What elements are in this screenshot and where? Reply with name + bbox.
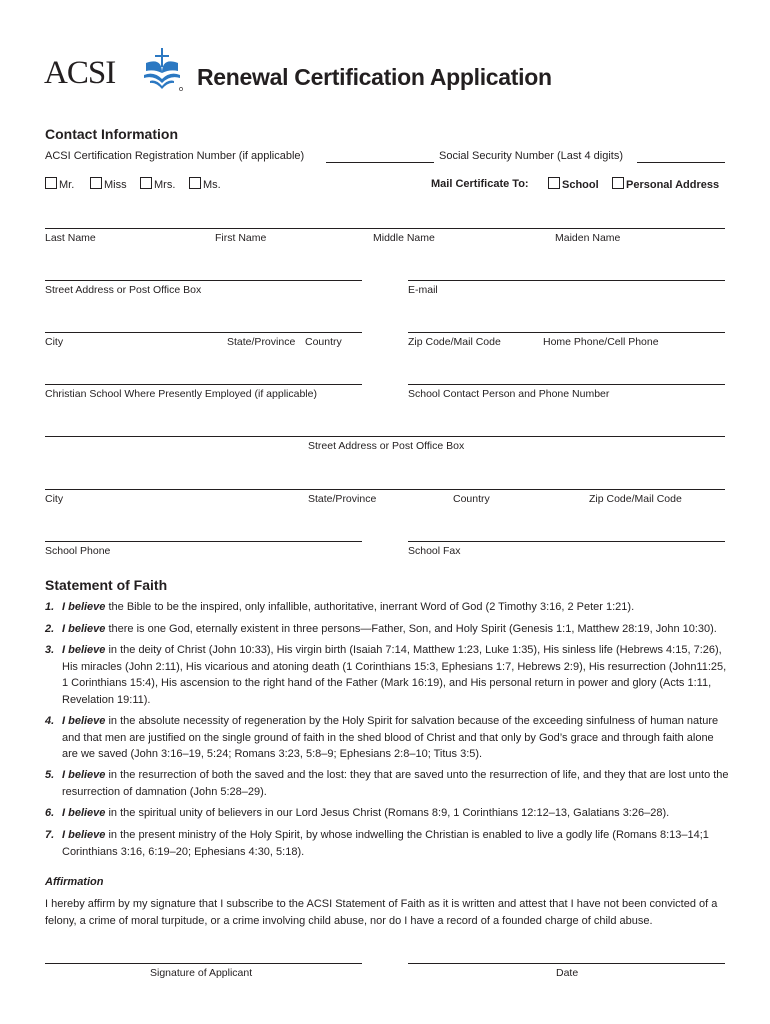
school-phone-input[interactable] bbox=[45, 541, 362, 542]
school-employed-input[interactable] bbox=[45, 384, 362, 385]
mail-certificate-label: Mail Certificate To: bbox=[431, 178, 529, 190]
faith-item: 4. I believe in the absolute necessity of regeneration by the Holy Spirit for salvation because of the exceeding sinfulness of human nature and that men are justified on the single ground of faith in the shed blood of Christ and that only by God’s grace and through faith alone are we saved (John 3:16–19, 5:24; Romans 3:23, 5:8–9; Ephesians 2:8–10; Titus 3:5). bbox=[45, 715, 719, 760]
street-label: Street Address or Post Office Box bbox=[45, 284, 202, 296]
state-label: State/Province bbox=[227, 336, 296, 348]
city-label: City bbox=[45, 336, 64, 348]
home-phone-label: Home Phone/Cell Phone bbox=[543, 336, 659, 348]
school-zip-label: Zip Code/Mail Code bbox=[589, 493, 682, 505]
school-employed-label: Christian School Where Presently Employed (if applicable) bbox=[45, 388, 317, 400]
signature-input[interactable] bbox=[45, 963, 362, 964]
faith-item: 2. I believe there is one God, eternally existent in three persons—Father, Son, and Holy Spirit (Genesis 1:1, Matthew 28:19, John 10:30). bbox=[45, 623, 717, 635]
contact-heading: Contact Information bbox=[45, 126, 178, 142]
checkbox-icon[interactable] bbox=[548, 177, 560, 189]
school-street-label: Street Address or Post Office Box bbox=[308, 440, 465, 452]
zip-phone-input[interactable] bbox=[408, 332, 725, 333]
faith-item: 5. I believe in the resurrection of both the saved and the lost: they that are saved unto the resurrection of life, and they that are lost unto the resurrection of damnation (John 5:28–29). bbox=[45, 769, 729, 798]
school-phone-label: School Phone bbox=[45, 545, 111, 557]
checkbox-icon[interactable] bbox=[90, 177, 102, 189]
school-state-label: State/Province bbox=[308, 493, 377, 505]
faith-item: 6. I believe in the spiritual unity of believers in our Lord Jesus Christ (Romans 8:9, 1 Corinthians 12:12–13, Galatians 3:26–28). bbox=[45, 807, 670, 819]
school-city-input[interactable] bbox=[45, 489, 725, 490]
reg-number-input[interactable] bbox=[326, 162, 434, 163]
mail-option-school[interactable]: School bbox=[548, 177, 599, 191]
salutation-mrs[interactable]: Mrs. bbox=[140, 177, 175, 191]
faith-item: 7. I believe in the present ministry of the Holy Spirit, by whose indwelling the Christian is enabled to live a godly life (Romans 8:13–14;1 Corinthians 3:16, 6:19–20; Ephesians 4:30, 5:18). bbox=[45, 829, 709, 858]
acsi-logo-text: ACSI bbox=[44, 55, 116, 91]
affirmation-heading: Affirmation bbox=[45, 876, 104, 888]
street-input[interactable] bbox=[45, 280, 362, 281]
email-label: E-mail bbox=[408, 284, 438, 296]
city-input[interactable] bbox=[45, 332, 362, 333]
date-input[interactable] bbox=[408, 963, 725, 964]
last-name-label: Last Name bbox=[45, 232, 96, 244]
middle-name-label: Middle Name bbox=[373, 232, 435, 244]
school-contact-label: School Contact Person and Phone Number bbox=[408, 388, 610, 400]
checkbox-icon[interactable] bbox=[45, 177, 57, 189]
acsi-logo-icon bbox=[142, 45, 184, 95]
checkbox-icon[interactable] bbox=[140, 177, 152, 189]
page-title: Renewal Certification Application bbox=[197, 64, 552, 90]
ssn-input[interactable] bbox=[637, 162, 725, 163]
school-street-input[interactable] bbox=[45, 436, 725, 437]
email-input[interactable] bbox=[408, 280, 725, 281]
checkbox-icon[interactable] bbox=[612, 177, 624, 189]
name-input-line[interactable] bbox=[45, 228, 725, 229]
school-fax-input[interactable] bbox=[408, 541, 725, 542]
school-fax-label: School Fax bbox=[408, 545, 461, 557]
school-city-label: City bbox=[45, 493, 64, 505]
salutation-mr[interactable]: Mr. bbox=[45, 177, 74, 191]
signature-label: Signature of Applicant bbox=[150, 967, 253, 979]
faith-heading: Statement of Faith bbox=[45, 577, 168, 593]
reg-number-label: ACSI Certification Registration Number (if applicable) bbox=[45, 150, 305, 162]
zip-label: Zip Code/Mail Code bbox=[408, 336, 501, 348]
maiden-name-label: Maiden Name bbox=[555, 232, 621, 244]
salutation-miss[interactable]: Miss bbox=[90, 177, 127, 191]
faith-item: 1. I believe the Bible to be the inspired, only infallible, authoritative, inerrant Word of God (2 Timothy 3:16, 2 Peter 1:21). bbox=[45, 601, 635, 613]
date-label: Date bbox=[556, 967, 579, 979]
mail-option-personal[interactable]: Personal Address bbox=[612, 177, 719, 191]
checkbox-icon[interactable] bbox=[189, 177, 201, 189]
faith-item: 3. I believe in the deity of Christ (John 10:33), His virgin birth (Isaiah 7:14, Matthew 1:23, Luke 1:35), His sinless life (Hebrews 4:15, 7:26), His miracles (John 2:11), His vicarious and atoning death (1 Corinthians 15:3, Ephesians 1:7, Hebrews 2:9), His resurrection (John11:25, 1 Corinthians 15:4), His ascension to the right hand of the Father (Mark 16:19), and His personal return in power and glory (Acts 1:11, Revelation 19:11). bbox=[45, 644, 727, 706]
affirmation-text: I hereby affirm by my signature that I subscribe to the ACSI Statement of Faith as it is written and attest that I have not been convicted of a felony, a crime of moral turpitude, or a crime involving child abuse, nor do I have a record of a founded charge of child abuse. bbox=[45, 898, 718, 927]
school-country-label: Country bbox=[453, 493, 490, 505]
country-label: Country bbox=[305, 336, 342, 348]
first-name-label: First Name bbox=[215, 232, 267, 244]
salutation-ms[interactable]: Ms. bbox=[189, 177, 221, 191]
ssn-label: Social Security Number (Last 4 digits) bbox=[439, 150, 624, 162]
school-contact-input[interactable] bbox=[408, 384, 725, 385]
